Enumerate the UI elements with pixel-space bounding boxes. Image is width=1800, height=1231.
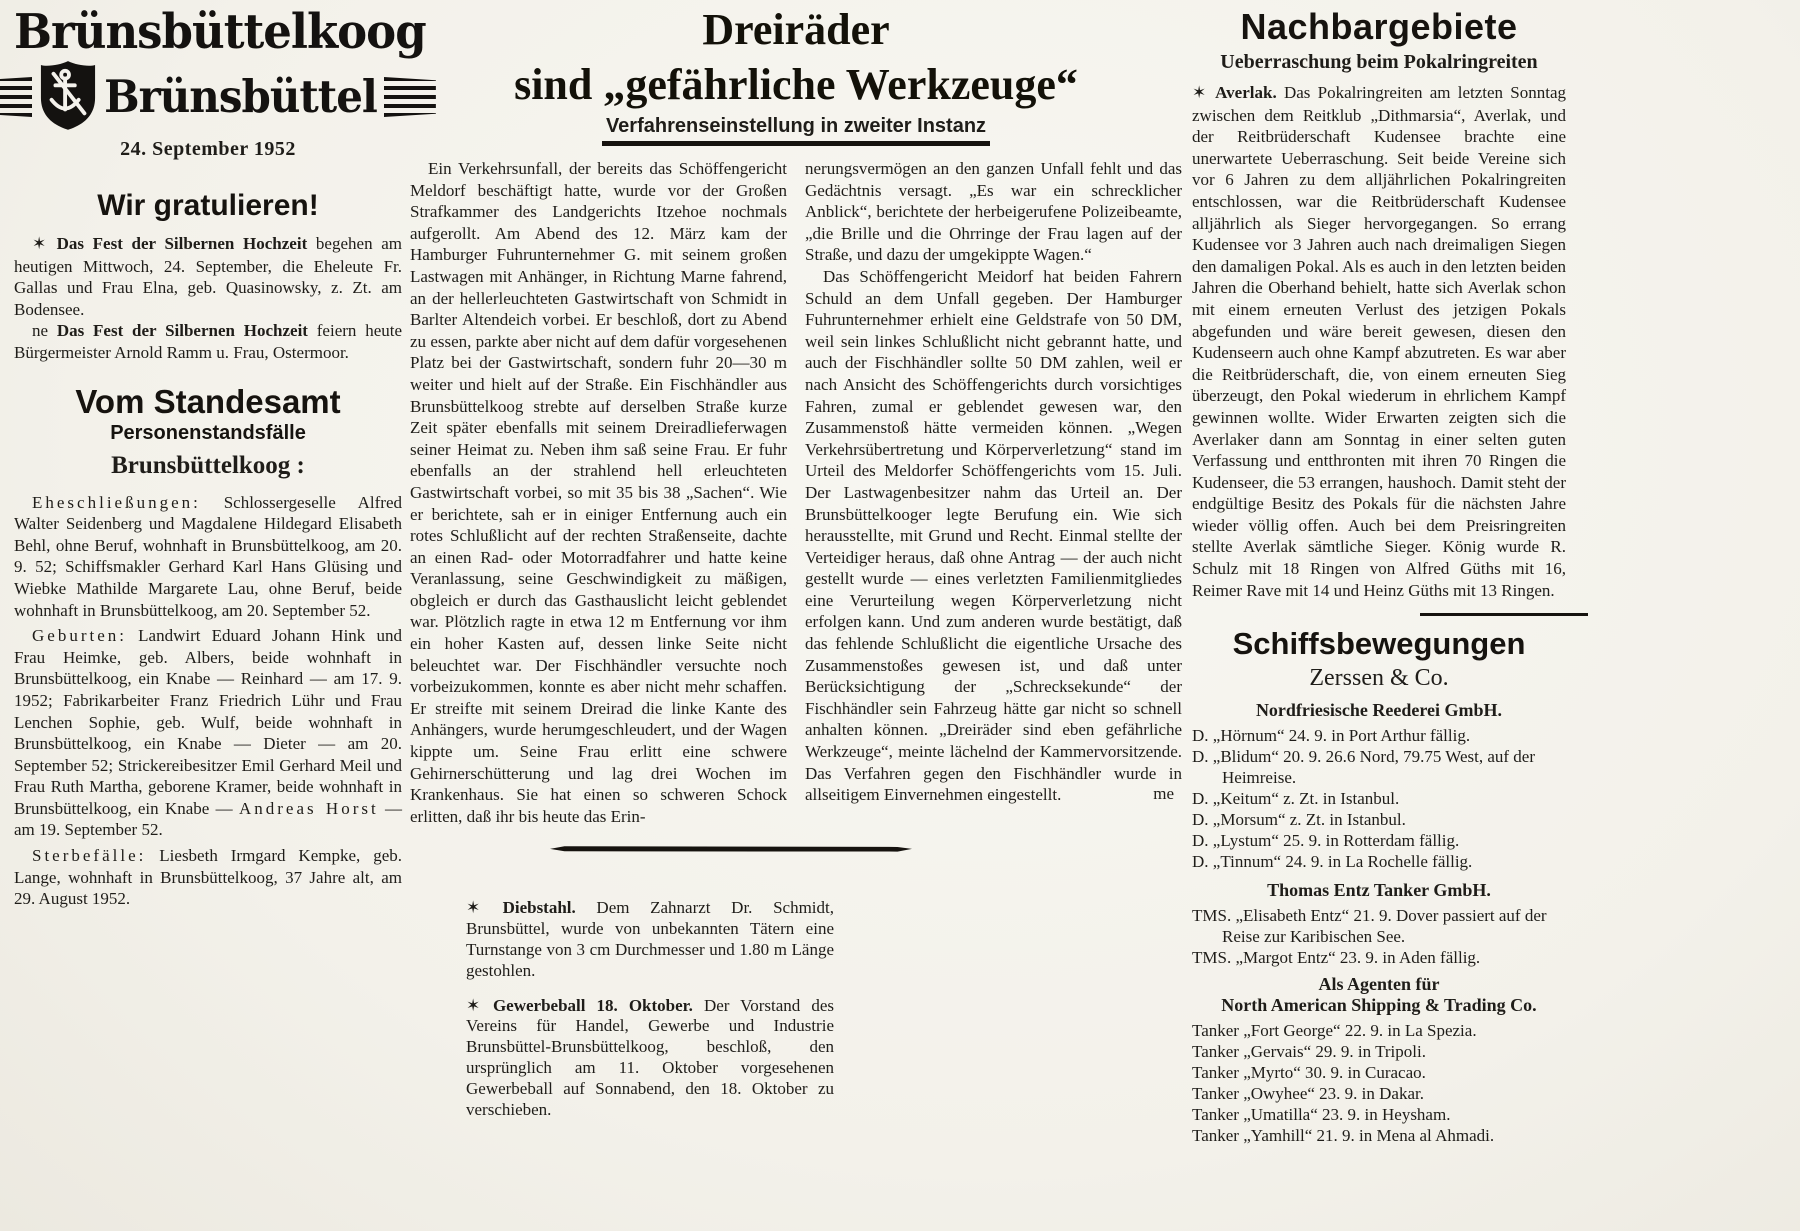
masthead-row [14, 58, 402, 136]
star-icon: ✶ [1192, 83, 1216, 103]
section-heading-nachbargebiete: Nachbargebiete [1240, 6, 1518, 47]
local-news-items [466, 898, 834, 1120]
shipping-group2-list [1192, 905, 1566, 968]
star-icon: ✶ [466, 898, 503, 919]
section-heading-gratulieren: Wir gratulieren! [97, 189, 319, 222]
main-subhead-wrap [410, 115, 1182, 146]
ship-movement-line: D. „Tinnum“ 24. 9. in La Rochelle fällig. [1192, 852, 1473, 872]
right-column [1192, 0, 1566, 1146]
masthead [14, 3, 426, 161]
article-paragraph: nerungsvermögen an den ganzen Unfall fehlt und das Gedächtnis versagt. „Es war ein schrecklicher Anblick“, berichtete der herbeigerufene Polizeibeamte, „die Brille und die Ohrringe der Frau lagen auf der Straße, und dazu der umgekippte Wagen.“ [805, 159, 1182, 265]
article-signature: me [1153, 784, 1174, 804]
ship-movement-line: Tanker „Yamhill“ 21. 9. in Mena al Ahmadi. [1192, 1126, 1495, 1146]
ship-movement-line: TMS. „Margot Entz“ 23. 9. in Aden fällig. [1192, 948, 1481, 968]
shipping-group1-title: Nordfriesische Reederei GmbH. [1255, 700, 1503, 721]
star-icon: ✶ [32, 234, 57, 254]
ship-movement-line: Tanker „Owyhee“ 23. 9. in Dakar. [1192, 1084, 1424, 1104]
ship-movement-line: D. „Blidum“ 20. 9. 26.6 Nord, 79.75 West, auf der Heimreise. [1192, 747, 1535, 788]
article-subcolumn-left [410, 158, 787, 827]
section-heading-standesamt: Vom Standesamt [75, 382, 341, 420]
standesamt-eheschliessungen: Eheschließungen: Schlossergeselle Alfred Walter Seidenberg und Magdalene Hildegard Elisabeth Behl, ohne Beruf, wohnhaft in Brunsbüttelkoog, am 20. 9. 52; Schiffsmakler Gerhard Karl Hans Glüsing und Wiebke Mathilde Margarete Lau, ohne Beruf, beide wohnhaft in Brunsbüttelkoog, am 20. September 52. [14, 492, 402, 620]
article-body [410, 158, 1182, 827]
shipping-agency: Zerssen & Co. [1309, 665, 1449, 692]
shipping-group3-title-line2: North American Shipping & Trading Co. [1221, 995, 1537, 1016]
section-heading-schiffsbewegungen: Schiffsbewegungen [1232, 626, 1526, 662]
ship-movement-line: D. „Hörnum“ 24. 9. in Port Arthur fällig. [1192, 726, 1471, 746]
ship-movement-line: Tanker „Gervais“ 29. 9. in Tripoli. [1192, 1042, 1426, 1062]
ship-movement-line: Tanker „Myrto“ 30. 9. in Curacao. [1192, 1063, 1426, 1083]
masthead-title-line1: Brünsbüttelkoog [14, 3, 426, 60]
news-item-gewerbeball: ✶ Gewerbeball 18. Oktober. Der Vorstand des Vereins für Handel, Gewerbe und Industrie Brunsbüttel-Brunsbüttelkoog, beschloß, den ursprünglich am 11. Oktober vorgesehenen Gewerbeball auf Sonnabend, den 18. Oktober zu verschieben. [466, 995, 834, 1119]
standesamt-place: Brunsbüttelkoog : [111, 451, 305, 479]
nachbargebiete-article: ✶ Averlak. Das Pokalringreiten am letzten Sonntag zwischen dem Reitklub „Dithmarsia“, Averlak, und der Reitbrüderschaft Kudensee brachte eine unerwartete Ueberraschung. Seit beide Vereine sich vor 6 Jahren zu dem alljährlichen Pokalringreiten entschlossen, war die Reitbrüderschaft Kudensee alljährlich als Sieger hervorgegangen. So errang Kudensee vor 3 Jahren auch nach dreimaligen Siegen den damaligen Pokal. Als es auch in den letzten beiden Jahren die Oberhand behielt, hatte sich Averlak schon mit einem erneuten Verlust des jetzigen Pokals abgefunden und wäre bereit gewesen, diesen den Kudenseern auch ohne Kampf abzutreten. Es war aber die Reitbrüderschaft, die, von einem erneuten Sieg überzeugt, den Pokal wiederum in ehrlichem Kampf gewinnen wollte. Wider Erwarten zeigten sich die Averlaker dann am Sonntag in einer selten guten Verfassung und entthronten mit ihren 70 Ringen die Kudenseer, die 53 errangen, haushoch. Damit steht der endgültige Besitz des Pokals für die nächsten Jahre wieder völlig offen. Auch bei dem Preisringreiten stellte Averlak sämtliche Sieger. König wurde R. Schulz mit 18 Ringen von Alfred Güths mit 16, Reimer Rave mit 14 und Heinz Güths mit 13 Ringen. [1192, 83, 1566, 600]
left-column [14, 0, 426, 910]
shipping-group3-title-line1: Als Agenten für [1318, 974, 1440, 995]
ship-movement-line: D. „Morsum“ z. Zt. in Istanbul. [1192, 810, 1406, 830]
ship-movement-line: Tanker „Fort George“ 22. 9. in La Spezia. [1192, 1021, 1477, 1041]
issue-date: 24. September 1952 [120, 138, 296, 160]
main-article-column [410, 0, 1182, 1134]
section-divider [1420, 613, 1588, 616]
article-subcolumn-right [805, 158, 1182, 827]
standesamt-geburten: Geburten: Landwirt Eduard Johann Hink und Frau Heimke, geb. Albers, beide wohnhaft in Brunsbüttelkoog, ein Knabe — Reinhard — am 17. 9. 1952; Fabrikarbeiter Franz Friedrich Lühr und Frau Lenchen Sophie, geb. Wulf, beide wohnhaft in Brunsbüttelkoog, ein Knabe — Dieter — am 20. September 52; Strickereibesitzer Emil Gerhard Meil und Frau Ruth Martha, geborene Kramer, beide wohnhaft in Brunsbüttelkoog, ein Knabe — Andreas Horst — am 19. September 52. [14, 626, 403, 840]
news-item-diebstahl: ✶ Diebstahl. Dem Zahnarzt Dr. Schmidt, Brunsbüttel, wurde von unbekannten Tätern eine Turnstange von 3 cm Durchmesser und 1.80 m Länge gestohlen. [466, 898, 834, 980]
masthead-title-line2: Brünsbüttel [104, 70, 377, 123]
ship-movement-line: D. „Keitum“ z. Zt. in Istanbul. [1192, 789, 1400, 809]
main-headline-line2: sind „gefährliche Werkzeuge“ [514, 60, 1078, 109]
masthead-flourish-left [0, 77, 32, 117]
gratulieren-paragraph-1: ✶ Das Fest der Silbernen Hochzeit begehen am heutigen Mittwoch, 24. September, die Eheleute Fr. Gallas und Frau Elna, geb. Quasinowsky, z. Zt. am Bodensee. [14, 234, 403, 319]
shipping-group1-list [1192, 725, 1566, 872]
article-paragraph: Das Schöffengericht Meidorf hat beiden Fahrern Schuld an dem Unfall gegeben. Der Hamburger Fuhrunternehmer erhielt eine Geldstrafe von 50 DM, weil sein linkes Schlußlicht nicht gebrannt hatte, und auch der Fischhändler sollte 50 DM zahlen, weil er nach Ansicht des Schöffengerichts durch vorsichtiges Fahren, zumal er geblendet gewesen war, den Zusammenstoß hätte vermeiden können. „Wegen Verkehrsübertretung und Körperverletzung“ stand im Urteil des Meldorfer Schöffengerichts vom 15. Juli. Der Lastwagenbesitzer nahm das Urteil an. Der Brunsbüttelkooger legte Berufung ein. Wie sich herausstellte, mit Grund und Recht. Einmal stellte der Verteidiger heraus, daß ohne Antrag — der auch nicht gestellt wurde — eines verletzten Familienmitgliedes eine Verurteilung wegen Körperverletzung nicht erfolgen kann. Und zum anderen wurde bestätigt, daß das fehlende Schlußlicht die eigentliche Ursache des Zusammenstoßes gewesen ist, und daß unter Berücksichtigung der „Schrecksekunde“ der Fischhändler sein Fahrzeug hätte gar nicht so schnell anhalten können. „Dreiräder sind eben gefährliche Werkzeuge“, meinte lächelnd der Kammervorsitzende. Das Verfahren gegen den Fischhändler wurde in allseitigem Einvernehmen eingestellt. [805, 266, 1182, 805]
ship-movement-line: TMS. „Elisabeth Entz“ 21. 9. Dover passiert auf der Reise zur Karibischen See. [1192, 906, 1547, 947]
main-subhead: Verfahrenseinstellung in zweiter Instanz [602, 115, 990, 146]
standesamt-sterbefaelle: Sterbefälle: Liesbeth Irmgard Kempke, geb. Lange, wohnhaft in Brunsbüttelkoog, 37 Jahre alt, am 29. August 1952. [14, 846, 402, 909]
shipping-group2-title: Thomas Entz Tanker GmbH. [1267, 880, 1491, 901]
ship-movement-line: D. „Lystum“ 25. 9. in Rotterdam fällig. [1192, 831, 1460, 851]
standesamt-subheading: Personenstandsfälle [110, 421, 306, 444]
coat-of-arms-icon [39, 59, 97, 136]
star-icon: ✶ [466, 995, 493, 1016]
article-paragraph: Ein Verkehrsunfall, der bereits das Schöffengericht Meldorf beschäftigt hatte, wurde vor der Großen Strafkammer des Landgerichts Itzehoe nochmals aufgerollt. Am Abend des 12. März kam der Hamburger Fuhrunternehmer G. mit seinem großen Lastwagen mit Anhänger, in Richtung Marne fahrend, an der hellerleuchteten Gastwirtschaft von Schmidt in Barlter Altendeich vorbei. Er beschloß, dort zu Abend zu essen, parkte aber nicht auf dem dafür vorgesehenen Platz bei der Gastwirtschaft, sondern fuhr 20—30 m weiter und hielt auf der Straße. Ein Fischhändler aus Brunsbüttelkoog strebte auf derselben Straße kurze Zeit später ebenfalls mit seinem Dreiradlieferwagen seiner Heimat zu. Neben ihm saß seine Frau. Er fuhr ebenfalls an der strahlend hell erleuchteten Gastwirtschaft vorbei, so mit 35 bis 38 „Sachen“. Wie er berichtete, sah er in einiger Entfernung auch ein rotes Schlußlicht auf der rechten Straßenseite, dachte an einen Rad- oder Motorradfahrer und hatte keine Veranlassung, seine Geschwindigkeit zu mäßigen, obgleich er durch das Gasthauslicht leicht geblendet war. Plötzlich ragte in etwa 12 m Entfernung vor ihm ein hoher Kasten auf, dessen linke Seite nicht beleuchtet war. Der Fischhändler versuchte noch vorbeizukommen, konnte es aber nicht mehr schaffen. Er streifte mit seinem Dreirad die linke Kante des Anhängers, wurde herumgeschleudert, und der Wagen kippte um. Seine Frau erlitt eine schwere Gehirnerschütterung und lag drei Wochen im Krankenhaus. Sie hat einen so schweren Schock erlitten, daß ihr bis heute das Erin- [410, 159, 787, 826]
nachbargebiete-subheading: Ueberraschung beim Pokalringreiten [1220, 51, 1538, 73]
article-divider [550, 845, 912, 852]
ship-movement-line: Tanker „Umatilla“ 23. 9. in Heysham. [1192, 1105, 1451, 1125]
shipping-group3-list [1192, 1020, 1566, 1146]
main-headline-line1: Dreiräder [702, 5, 890, 54]
gratulieren-paragraph-2: ne Das Fest der Silbernen Hochzeit feiern heute Bürgermeister Arnold Ramm u. Frau, Ostermoor. [14, 321, 403, 362]
